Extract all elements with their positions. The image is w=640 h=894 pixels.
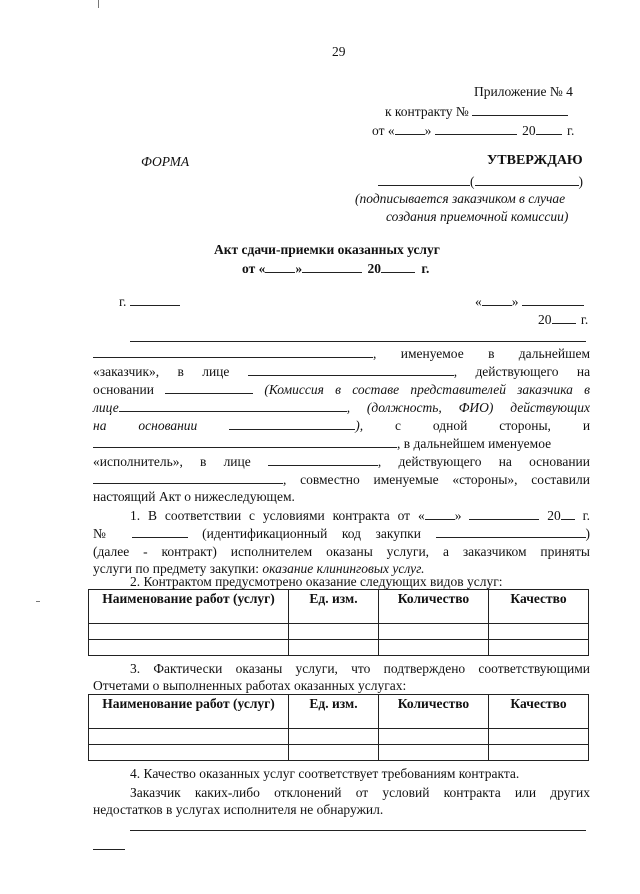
place-date-line [475,293,584,310]
p1-l2c: ) [585,526,591,541]
body-line-1 [93,345,590,363]
t2-header-quantity: Количество [379,695,489,729]
t2-header-quality: Качество [489,695,589,729]
act-date-mid: » [295,261,303,276]
table-row [89,729,589,745]
body-l1c: в [488,346,495,361]
body-l3a: основании [93,382,154,397]
body-l5b: основании [138,418,198,433]
p2-text: 2. Контрактом предусмотрено оказание следующих видов услуг: [130,574,503,589]
contract-to-label: к контракту № [385,104,469,119]
t1-header-unit: Ед. изм. [289,590,379,624]
body-line-4 [93,399,590,417]
body-l5d: с [395,418,401,433]
body-l4a: лице [93,400,119,415]
act-title: Акт сдачи-приемки оказанных услуг [214,242,440,257]
appendix-title: Приложение № 4 [474,84,573,99]
contract-month-blank [435,122,517,135]
contract-year-label: 20 [522,123,536,138]
p1-line-1 [130,507,590,525]
body-l7a: «исполнитель», в лице [93,454,251,469]
approve-note-line2: создания приемочной комиссии) [386,209,569,224]
city-line [119,293,180,310]
p1-l4b: оказание клининговых услуг. [262,561,425,576]
table-row [89,640,589,656]
body-l1d: дальнейшем [518,346,591,361]
body-l2c: лице [202,364,230,379]
place-g: г. [580,312,589,327]
page-number: 29 [332,44,346,59]
body-l5f: стороны, [499,418,551,433]
contractor-basis-blank [93,471,283,484]
table-row [89,745,589,761]
act-date-g: г. [421,261,430,276]
body-l5g: и [582,418,591,433]
bottom-line [130,830,586,831]
body-l1a: , [373,346,377,361]
signature-name-blank [475,173,579,186]
act-date-year: 20 [367,261,381,276]
t2-header-unit: Ед. изм. [289,695,379,729]
p1-l1a: 1. В соответствии с условиями контракта от « [130,508,425,523]
contract-year-blank [536,122,562,135]
place-day-blank [482,293,512,306]
act-date-line [242,260,429,277]
body-l2d: , [453,364,458,379]
p1-l1c: 20 [547,508,561,523]
signature-blank [378,173,470,186]
act-year-blank [381,260,415,273]
contract-from-label: от « [372,123,395,138]
place-date-mid: » [511,294,519,309]
approve-note-line1: (подписывается заказчиком в случае [355,191,566,206]
p1-contract-number-blank [132,525,188,538]
place-year-blank [552,311,576,324]
city-blank [130,293,180,306]
customer-basis-blank [165,381,253,394]
body-l1b: именуемое [400,346,464,361]
t2-header-name: Наименование работ (услуг) [89,695,289,729]
contractor-rep-blank [268,453,378,466]
body-l2e: действующего [475,364,559,379]
scan-mark-left [36,601,40,602]
signature-paren-open: ( [470,174,475,189]
body-l5c: ), [355,418,364,433]
p3-line-1: 3. Фактически оказаны услуги, что подтверждено соответствующими [130,661,590,676]
t1-header-quantity: Количество [379,590,489,624]
customer-rep-blank [248,363,454,376]
act-day-blank [265,260,295,273]
body-l2b: в [177,364,184,379]
contract-number-blank [472,103,568,116]
place-year-line [538,311,588,328]
body-line-3 [93,381,590,399]
p1-l4a: услуги по предмету закупки: [93,561,259,576]
place-year: 20 [538,312,552,327]
commission-basis-blank [229,417,355,430]
p1-month-blank [469,507,539,520]
act-month-blank [302,260,362,273]
p1-line-2 [93,525,590,543]
signature-paren-close: ) [578,174,583,189]
act-date-from: от « [242,261,266,276]
p3-line-2: Отчетами о выполненных работах оказанных услугах: [93,678,407,693]
party-name-line [130,341,586,342]
bottom-short-line [93,849,125,850]
body-l2a: «заказчик», [93,364,160,379]
body-line-7 [93,453,590,471]
contract-date-line [372,122,574,139]
services-rendered-table [88,694,589,761]
p1-year-blank [561,507,575,520]
p1-line-3: (далее - контракт) исполнителем оказаны услуги, а заказчиком приняты [93,544,590,559]
contractor-name-blank [93,435,397,448]
place-month-blank [522,293,584,306]
p5-line-1: Заказчик каких-либо отклонений от условий контракта или других [130,785,590,800]
customer-name-blank [93,345,373,358]
approve-signature-line [378,173,583,190]
body-l3b: (Комиссия в составе представителей заказчика в [264,382,590,397]
body-l5e: одной [432,418,468,433]
contract-day-blank [395,122,425,135]
body-l2f: на [576,364,591,379]
body-l5a: на [93,418,107,433]
t1-header-quality: Качество [489,590,589,624]
p1-l2b: (идентификационный код закупки [202,526,421,541]
commission-blank [119,399,347,412]
body-line-8 [93,471,590,489]
p1-l2a: № [93,526,118,541]
body-line-5 [93,417,590,435]
p1-day-blank [425,507,455,520]
body-l6a: , в дальнейшем именуемое [397,436,552,451]
p1-l1b: » [454,508,462,523]
t1-header-name: Наименование работ (услуг) [89,590,289,624]
body-l7b: , действующего на основании [377,454,590,469]
p5-line-2: недостатков в услугах исполнителя не обнаружил. [93,802,384,817]
p1-purchase-code-blank [436,525,586,538]
contract-g-label: г. [566,123,575,138]
scan-mark-top [98,0,99,8]
body-l4b: , (должность, ФИО) действующих [346,400,590,415]
services-planned-table [88,589,589,656]
body-line-6 [93,435,551,452]
p4-text: 4. Качество оказанных услуг соответствует требованиям контракта. [130,766,520,781]
body-line-9: настоящий Акт о нижеследующем. [93,489,295,504]
body-line-2 [93,363,590,381]
forma-label: ФОРМА [141,154,190,169]
table-row [89,624,589,640]
city-prefix: г. [119,294,127,309]
approve-title: УТВЕРЖДАЮ [487,153,583,168]
contract-number-line [385,103,568,120]
place-date-open: « [475,294,482,309]
contract-from-mid: » [424,123,432,138]
body-l8a: , совместно именуемые «стороны», составили [283,472,590,487]
p1-l1d: г. [582,508,591,523]
